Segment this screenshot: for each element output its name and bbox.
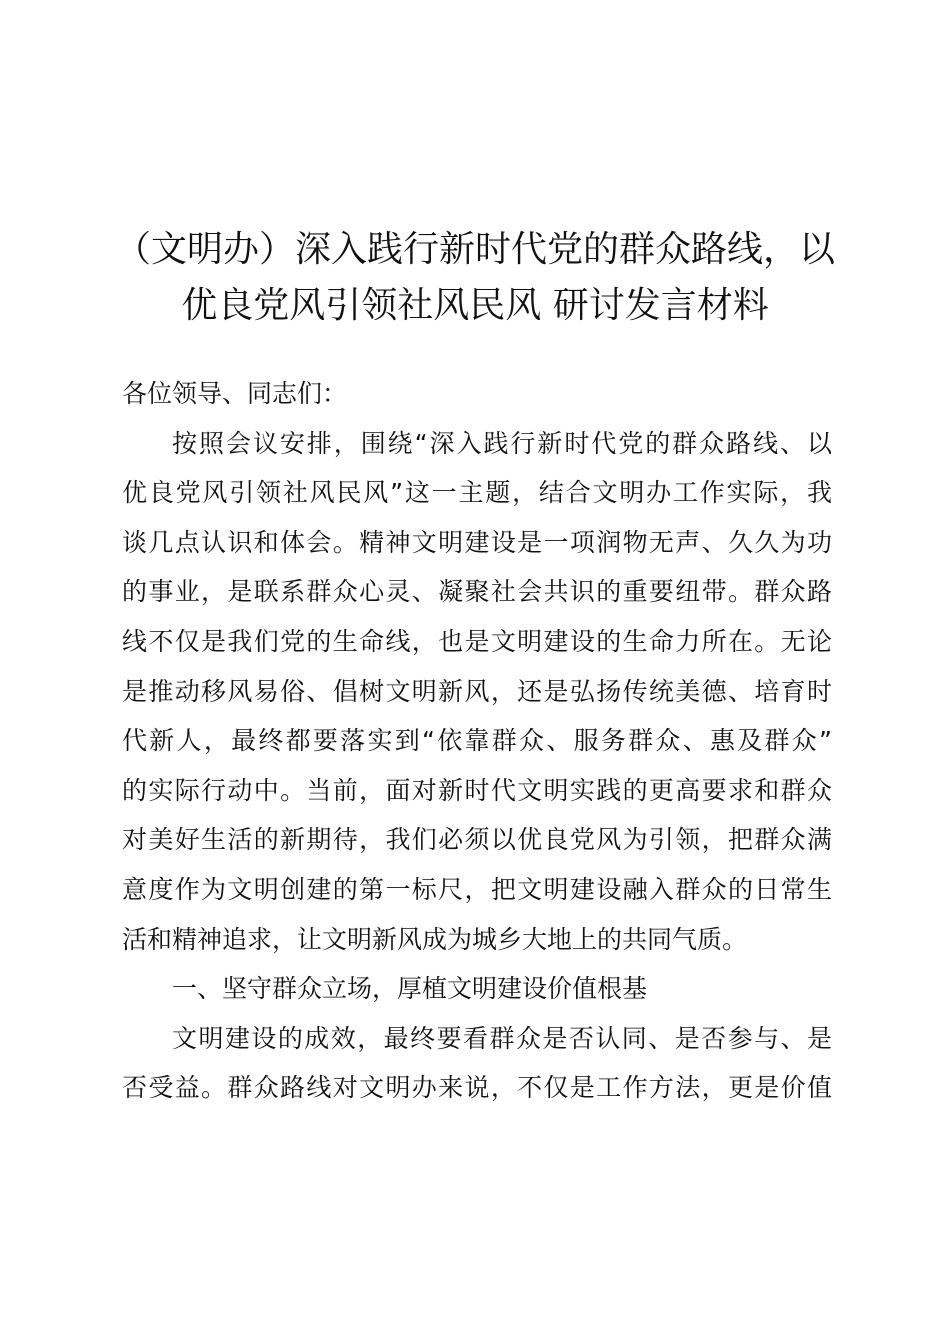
document-title <box>100 222 850 334</box>
paragraph-line: 代新人，最终都要落实到“依靠群众、服务群众、惠及群众” <box>122 726 832 756</box>
greeting: 各位领导、同志们： <box>122 379 348 408</box>
paragraph-line: 活和精神追求，让文明新风成为城乡大地上的共同气质。 <box>122 924 748 954</box>
paragraph-section-1 <box>122 1014 832 1113</box>
paragraph-line: 谈几点认识和体会。精神文明建设是一项润物无声、久久为功 <box>122 527 832 557</box>
document-body <box>122 369 832 1113</box>
paragraph-line: 否受益。群众路线对文明办来说，不仅是工作方法，更是价值 <box>122 1073 832 1103</box>
paragraph-line: 文明建设的成效，最终要看群众是否认同、是否参与、是 <box>172 1023 832 1053</box>
paragraph-line: 按照会议安排，围绕“深入践行新时代党的群众路线、以 <box>172 428 832 458</box>
paragraph-line: 意度作为文明创建的第一标尺，把文明建设融入群众的日常生 <box>122 874 832 904</box>
paragraph-line: 优良党风引领社风民风”这一主题，结合文明办工作实际，我 <box>122 478 832 508</box>
paragraph-introduction <box>122 419 832 965</box>
paragraph-line: 是推动移风易俗、倡树文明新风，还是弘扬传统美德、培育时 <box>122 676 832 706</box>
paragraph-line: 线不仅是我们党的生命线，也是文明建设的生命力所在。无论 <box>122 626 832 656</box>
paragraph-line: 的实际行动中。当前，面对新时代文明实践的更高要求和群众 <box>122 775 832 805</box>
section-heading-1: 一、坚守群众立场，厚植文明建设价值根基 <box>172 974 648 1004</box>
title-line-1: （文明办）深入践行新时代党的群众路线，以 <box>114 229 835 270</box>
paragraph-line: 的事业，是联系群众心灵、凝聚社会共识的重要纽带。群众路 <box>122 577 832 607</box>
title-line-2: 优良党风引领社风民风 研讨发言材料 <box>181 285 769 326</box>
paragraph-line: 对美好生活的新期待，我们必须以优良党风为引领，把群众满 <box>122 825 832 855</box>
